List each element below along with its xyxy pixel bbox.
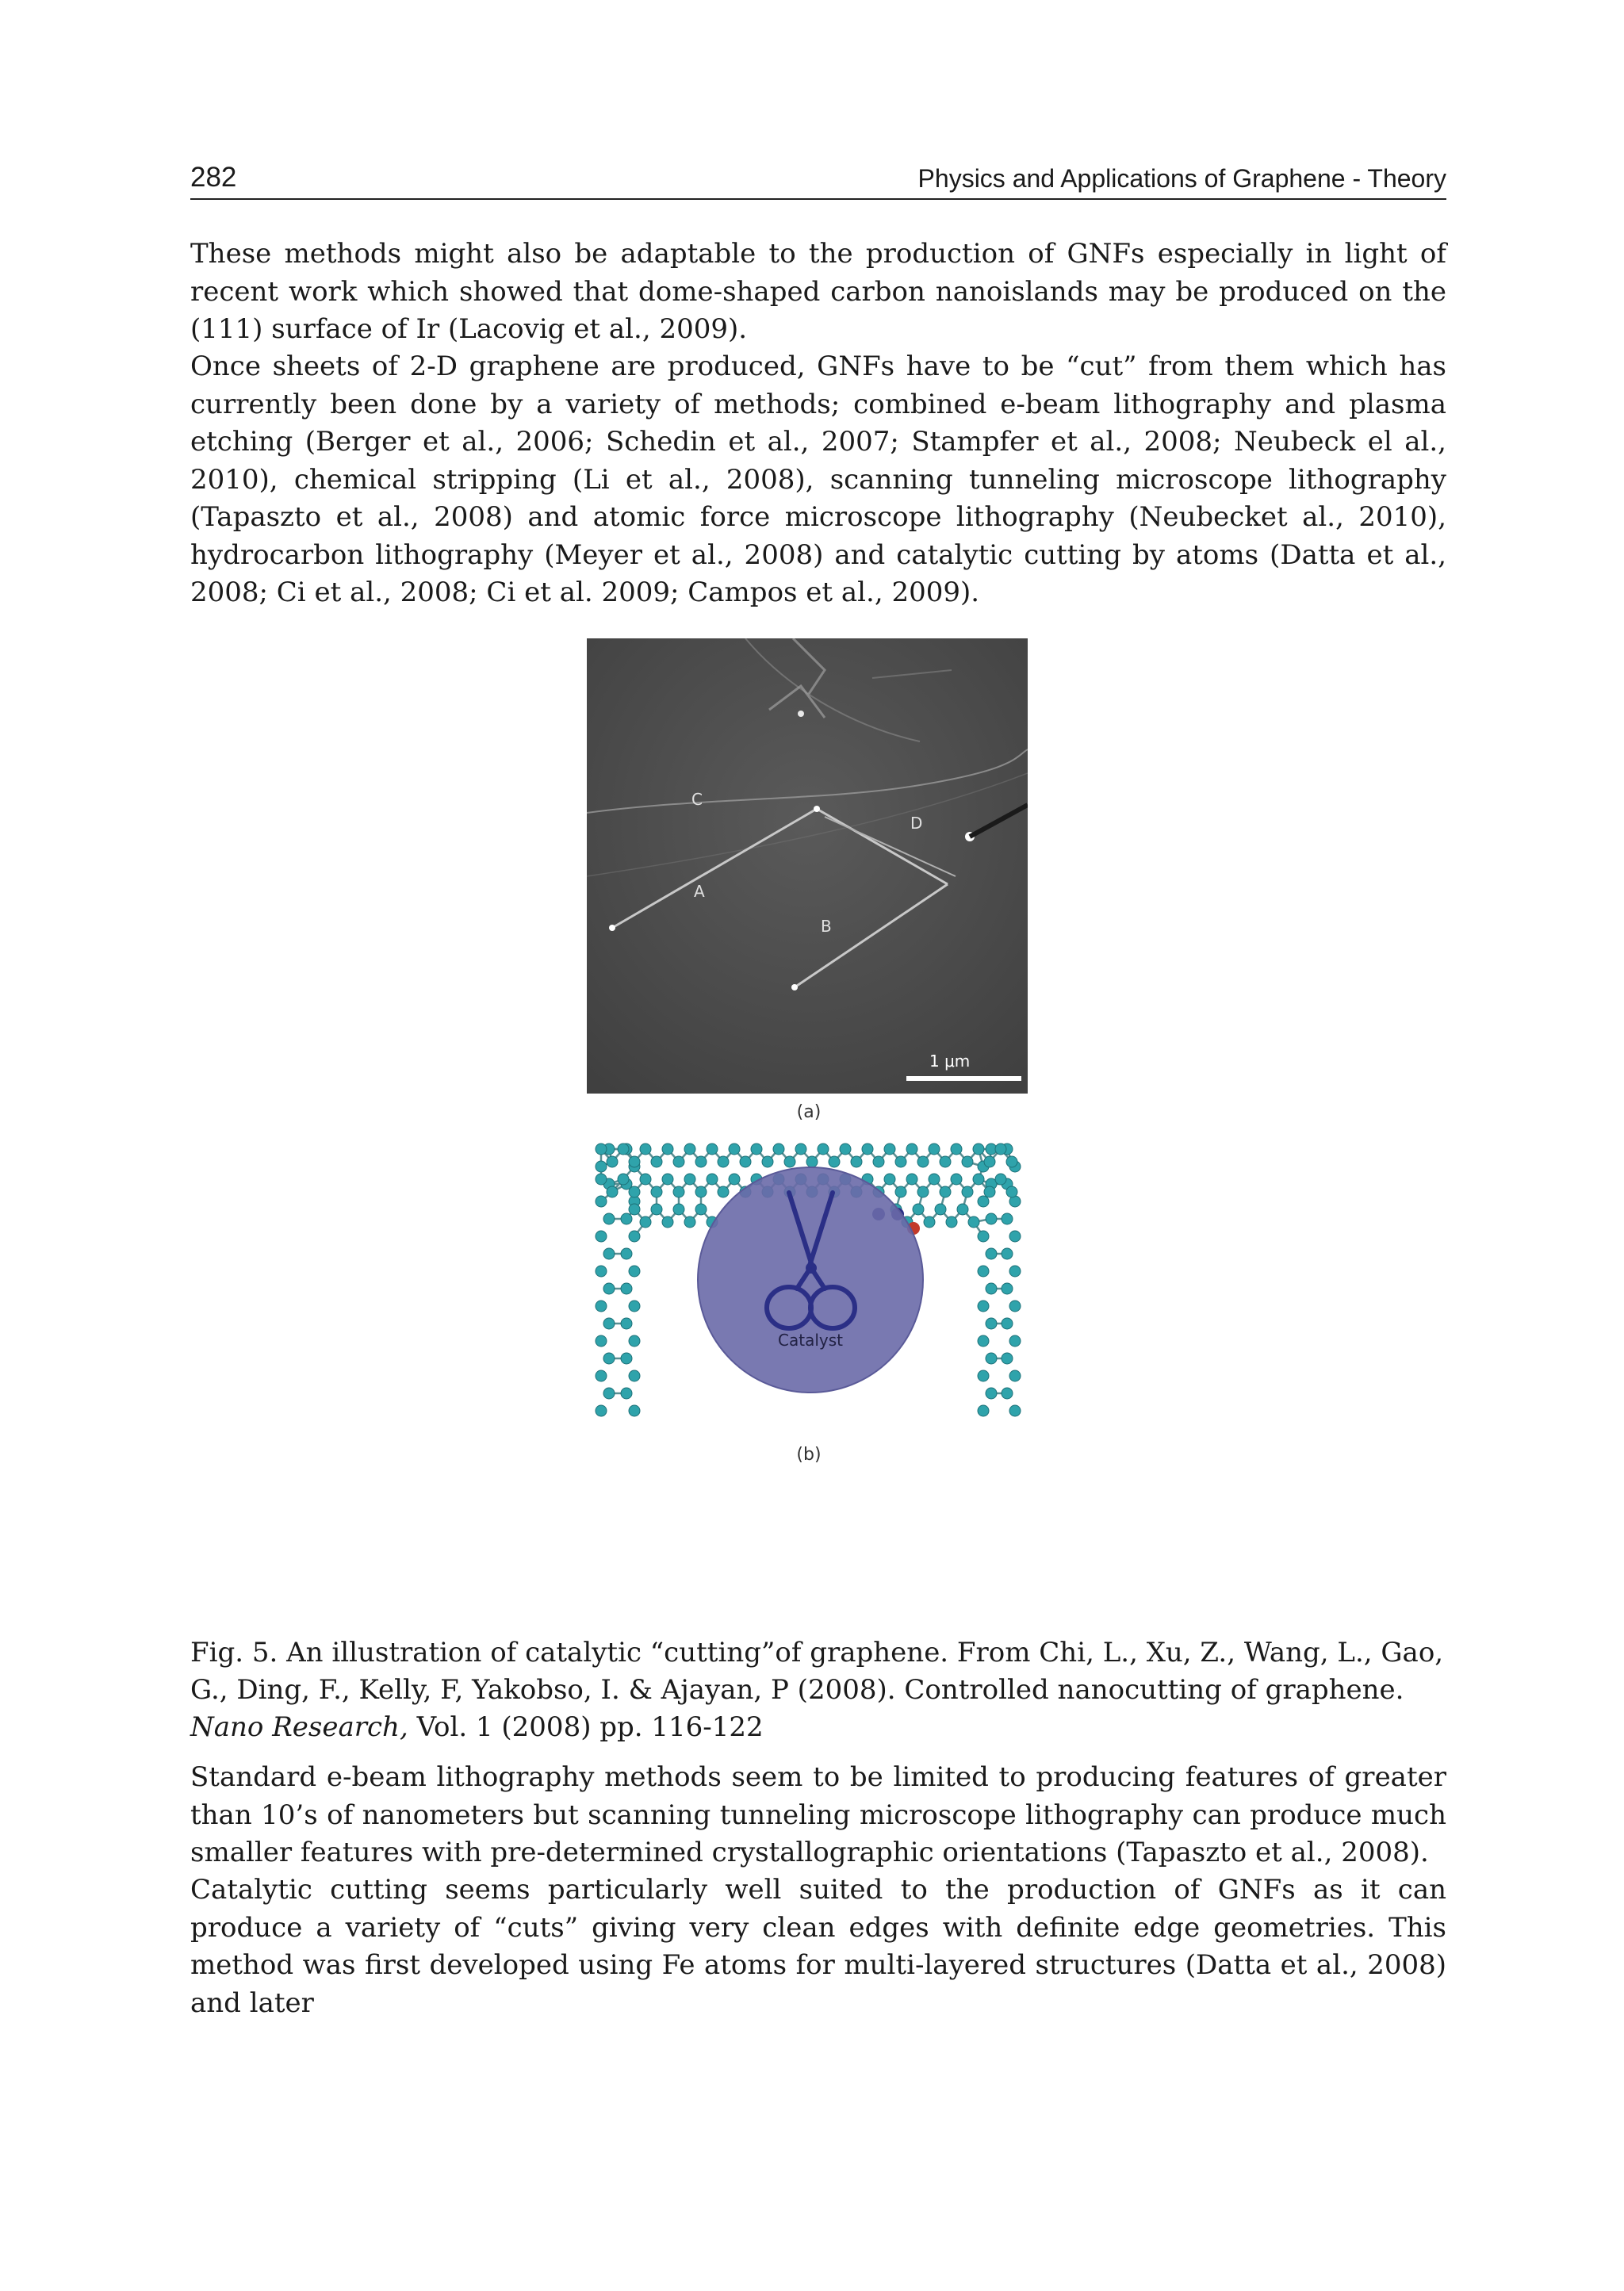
caption-tail: Vol. 1 (2008) pp. 116-122 bbox=[408, 1711, 764, 1743]
carbon-atom bbox=[1002, 1283, 1013, 1294]
carbon-atom bbox=[829, 1156, 840, 1167]
carbon-atom bbox=[607, 1156, 618, 1167]
label-a: A bbox=[694, 882, 705, 901]
caption-main: Fig. 5. An illustration of catalytic “cutting”of graphene. From Chi, L., Xu, Z., Wang, L., Gao, G., Ding, F., Kelly, F, Yakobso, I. & Ajayan, P (2008). Controlled nanocutting of graphene. bbox=[190, 1637, 1444, 1706]
label-c: C bbox=[691, 790, 703, 809]
carbon-atom bbox=[629, 1186, 640, 1197]
carbon-atom bbox=[851, 1156, 862, 1167]
carbon-atom bbox=[640, 1216, 651, 1228]
carbon-atom bbox=[740, 1156, 751, 1167]
carbon-atom bbox=[684, 1144, 695, 1155]
carbon-atom bbox=[629, 1370, 640, 1381]
carbon-atom bbox=[940, 1156, 951, 1167]
carbon-atom bbox=[962, 1156, 973, 1167]
carbon-atom bbox=[618, 1174, 629, 1185]
carbon-atom bbox=[596, 1405, 607, 1416]
carbon-atom bbox=[906, 1174, 917, 1185]
carbon-atom bbox=[986, 1283, 997, 1294]
carbon-atom bbox=[818, 1144, 829, 1155]
carbon-atom bbox=[986, 1248, 997, 1259]
carbon-atom bbox=[995, 1144, 1006, 1155]
scale-bar bbox=[906, 1076, 1021, 1081]
paragraph-1: These methods might also be adaptable to the production of GNFs especially in light of recent work which showed that dome-shaped carbon nanoislands may be produced on the (111) surface of Ir (Lacovig et al., 2009). bbox=[190, 238, 1446, 345]
carbon-atom bbox=[596, 1231, 607, 1242]
carbon-atom bbox=[640, 1144, 651, 1155]
carbon-atom bbox=[607, 1186, 618, 1197]
paragraph-2: Once sheets of 2-D graphene are produced, GNFs have to be “cut” from them which has currently been done by a variety of methods; combined e-beam lithography and plasma etching (Berger et al., 2006; Schedin et al., 2007; Stampfer et al., 2008; Neubeck el al., 2010), chemical stripping (Li et al., 2008), scanning tunneling microscope lithography (Tapaszto et al., 2008) and atomic force microscope lithography (Neubecket al., 2010), hydrocarbon lithography (Meyer et al., 2008) and catalytic cutting by atoms (Datta et al., 2008; Ci et al., 2008; Ci et al. 2009; Campos et al., 2009). bbox=[190, 351, 1446, 608]
carbon-atom bbox=[986, 1318, 997, 1329]
carbon-atom bbox=[795, 1144, 806, 1155]
carbon-atom bbox=[986, 1388, 997, 1399]
carbon-atom bbox=[603, 1318, 615, 1329]
carbon-atom bbox=[1009, 1231, 1021, 1242]
carbon-atom bbox=[957, 1204, 968, 1215]
carbon-atom bbox=[840, 1144, 851, 1155]
panel-a-label: (a) bbox=[796, 1102, 822, 1122]
carbon-atom bbox=[629, 1231, 640, 1242]
running-title: Physics and Applications of Graphene - Theory bbox=[917, 164, 1446, 193]
carbon-atom bbox=[940, 1186, 951, 1197]
carbon-atom bbox=[684, 1216, 695, 1228]
carbon-atom bbox=[618, 1144, 629, 1155]
carbon-atom bbox=[978, 1231, 989, 1242]
catalyst-particle bbox=[698, 1167, 923, 1393]
carbon-atom bbox=[629, 1301, 640, 1312]
carbon-atom bbox=[596, 1196, 607, 1207]
carbon-atom bbox=[978, 1405, 989, 1416]
carbon-atom bbox=[951, 1174, 962, 1185]
carbon-atom bbox=[1002, 1318, 1013, 1329]
carbon-atom bbox=[673, 1204, 684, 1215]
carbon-atom bbox=[962, 1186, 973, 1197]
carbon-atom bbox=[596, 1335, 607, 1347]
carbon-atom bbox=[862, 1144, 873, 1155]
carbon-atom bbox=[603, 1388, 615, 1399]
carbon-atom bbox=[596, 1370, 607, 1381]
page-number: 282 bbox=[190, 162, 237, 193]
carbon-atom bbox=[718, 1186, 729, 1197]
carbon-atom bbox=[1002, 1248, 1013, 1259]
carbon-atom bbox=[986, 1213, 997, 1224]
carbon-atom bbox=[929, 1144, 940, 1155]
carbon-atom bbox=[695, 1186, 707, 1197]
carbon-atom bbox=[984, 1156, 995, 1167]
carbon-atom bbox=[651, 1156, 662, 1167]
carbon-atom bbox=[603, 1213, 615, 1224]
carbon-atom bbox=[1002, 1213, 1013, 1224]
carbon-atom bbox=[707, 1174, 718, 1185]
carbon-atom bbox=[978, 1335, 989, 1347]
carbon-atom bbox=[662, 1144, 673, 1155]
carbon-atom bbox=[629, 1156, 640, 1167]
carbon-atom bbox=[995, 1174, 1006, 1185]
carbon-atom bbox=[1009, 1335, 1021, 1347]
caption-journal: Nano Research, bbox=[190, 1711, 408, 1743]
carbon-atom bbox=[695, 1156, 707, 1167]
carbon-atom bbox=[917, 1156, 929, 1167]
carbon-atom bbox=[884, 1174, 895, 1185]
carbon-atom bbox=[806, 1156, 818, 1167]
label-d: D bbox=[910, 814, 923, 833]
carbon-atom bbox=[1006, 1156, 1017, 1167]
carbon-atom bbox=[603, 1283, 615, 1294]
carbon-atom bbox=[651, 1186, 662, 1197]
carbon-atom bbox=[986, 1353, 997, 1364]
label-b: B bbox=[821, 917, 832, 936]
carbon-atom bbox=[924, 1216, 935, 1228]
carbon-atom bbox=[1002, 1388, 1013, 1399]
carbon-atom bbox=[596, 1144, 607, 1155]
carbon-atom bbox=[718, 1156, 729, 1167]
carbon-atom bbox=[621, 1318, 632, 1329]
carbon-atom bbox=[729, 1144, 740, 1155]
carbon-atom bbox=[929, 1174, 940, 1185]
carbon-atom bbox=[978, 1301, 989, 1312]
carbon-atom bbox=[662, 1174, 673, 1185]
carbon-atom bbox=[917, 1186, 929, 1197]
carbon-atom bbox=[978, 1196, 989, 1207]
carbon-atom bbox=[978, 1370, 989, 1381]
sem-micrograph bbox=[587, 638, 1028, 1094]
carbon-atom bbox=[984, 1186, 995, 1197]
carbon-atom bbox=[640, 1174, 651, 1185]
carbon-atom bbox=[629, 1204, 640, 1215]
carbon-atom bbox=[673, 1186, 684, 1197]
figure-caption bbox=[190, 1634, 1446, 1746]
carbon-atom bbox=[662, 1216, 673, 1228]
carbon-atom bbox=[1009, 1301, 1021, 1312]
carbon-atom bbox=[621, 1213, 632, 1224]
carbon-atom bbox=[884, 1144, 895, 1155]
paragraph-3: Standard e-beam lithography methods seem to be limited to producing features of greater than 10’s of nanometers but scanning tunneling microscope lithography can produce much smaller features with pre-determined crystallographic orientations (Tapaszto et al., 2008). bbox=[190, 1761, 1446, 1868]
carbon-atom bbox=[913, 1204, 924, 1215]
carbon-atom bbox=[946, 1216, 957, 1228]
scale-bar-label: 1 μm bbox=[929, 1052, 971, 1071]
carbon-atom bbox=[751, 1144, 762, 1155]
catalyst-label: Catalyst bbox=[778, 1331, 843, 1350]
carbon-atom bbox=[973, 1174, 984, 1185]
carbon-atom bbox=[906, 1144, 917, 1155]
carbon-atom bbox=[629, 1335, 640, 1347]
carbon-atom bbox=[978, 1266, 989, 1277]
carbon-atom bbox=[651, 1204, 662, 1215]
carbon-atom bbox=[762, 1156, 773, 1167]
carbon-atom bbox=[596, 1266, 607, 1277]
carbon-atom bbox=[629, 1266, 640, 1277]
carbon-atom bbox=[895, 1156, 906, 1167]
graphene-lattice-illustration bbox=[587, 1133, 1031, 1436]
carbon-atom bbox=[951, 1144, 962, 1155]
carbon-atom bbox=[773, 1144, 784, 1155]
carbon-atom bbox=[873, 1156, 884, 1167]
carbon-atom bbox=[684, 1174, 695, 1185]
carbon-atom bbox=[596, 1301, 607, 1312]
carbon-atom bbox=[935, 1204, 946, 1215]
carbon-atom bbox=[729, 1174, 740, 1185]
carbon-atom bbox=[1006, 1186, 1017, 1197]
carbon-atom bbox=[695, 1204, 707, 1215]
page-header bbox=[190, 159, 1446, 200]
carbon-atom bbox=[707, 1144, 718, 1155]
carbon-atom bbox=[973, 1144, 984, 1155]
carbon-atom bbox=[621, 1388, 632, 1399]
carbon-atom bbox=[621, 1353, 632, 1364]
carbon-atom bbox=[1009, 1266, 1021, 1277]
panel-b-label: (b) bbox=[796, 1445, 822, 1465]
carbon-atom bbox=[621, 1248, 632, 1259]
carbon-atom bbox=[621, 1283, 632, 1294]
carbon-atom bbox=[603, 1353, 615, 1364]
carbon-atom bbox=[1009, 1405, 1021, 1416]
carbon-atom bbox=[968, 1216, 979, 1228]
carbon-atom bbox=[1002, 1353, 1013, 1364]
carbon-atom bbox=[895, 1186, 906, 1197]
carbon-atom bbox=[603, 1248, 615, 1259]
carbon-atom bbox=[596, 1174, 607, 1185]
carbon-atom bbox=[784, 1156, 795, 1167]
paragraph-4: Catalytic cutting seems particularly well suited to the production of GNFs as it can produce a variety of “cuts” giving very clean edges with definite edge geometries. This method was first developed using Fe atoms for multi-layered structures (Datta et al., 2008) and later bbox=[190, 1874, 1446, 2019]
carbon-atom bbox=[629, 1405, 640, 1416]
carbon-atom bbox=[596, 1161, 607, 1172]
carbon-atom bbox=[1009, 1370, 1021, 1381]
carbon-atom bbox=[673, 1156, 684, 1167]
